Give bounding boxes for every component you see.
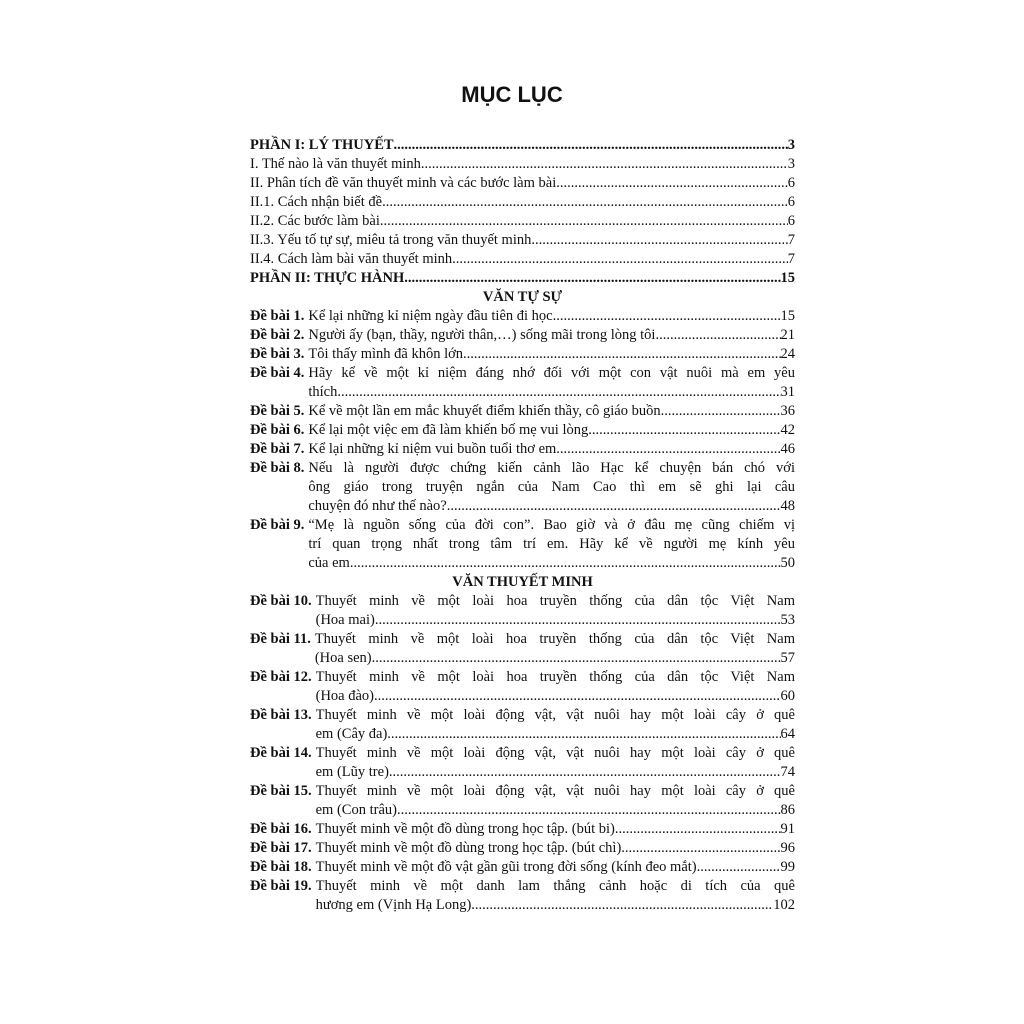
dot-leader	[447, 497, 781, 516]
dot-leader	[553, 307, 781, 326]
toc-row	[250, 174, 795, 193]
exercise-text: em (Con trâu)	[315, 802, 397, 818]
exercise-text: (Hoa mai)	[315, 612, 375, 628]
entries-tu-su	[250, 307, 795, 573]
exercise-label-text: Đề bài 13	[250, 707, 308, 723]
exercise-body	[315, 630, 795, 668]
toc-row-page: 6	[787, 194, 795, 210]
exercise-text-line: Thuyết minh về một loài động vật, vật nuôi hay một loài cây ở quê	[315, 745, 795, 761]
exercise-label: Đề bài 19.	[250, 878, 312, 894]
dot-leader	[374, 687, 780, 706]
toc-row	[250, 155, 795, 174]
exercise-page: 99	[780, 859, 795, 875]
exercise-page: 74	[780, 764, 795, 780]
exercise-label-text: Đề bài 5	[250, 403, 301, 419]
exercise-page: 96	[780, 840, 795, 856]
dot-leader	[394, 136, 788, 155]
part1-label: PHẦN I: LÝ THUYẾT	[250, 137, 394, 153]
exercise-page: 31	[780, 384, 795, 400]
dot-leader	[389, 763, 781, 782]
exercise-label: Đề bài 13.	[250, 707, 312, 723]
exercise-text: em (Lũy tre)	[315, 764, 389, 780]
exercise-last-line	[316, 820, 795, 839]
exercise-entry	[250, 858, 795, 877]
exercise-last-line	[316, 725, 795, 744]
exercise-last-line	[308, 497, 795, 516]
exercise-last-line	[308, 345, 795, 364]
exercise-page: 57	[780, 650, 795, 666]
exercise-body	[308, 345, 795, 364]
exercise-label: Đề bài 11.	[250, 631, 311, 647]
toc-row	[250, 212, 795, 231]
exercise-label-text: Đề bài 10	[250, 593, 308, 609]
exercise-text: Kể lại những kỉ niệm vui buồn tuổi thơ em	[308, 441, 557, 457]
exercise-text: Thuyết minh về một đồ vật gần gũi trong đời sống (kính đeo mắt)	[315, 859, 697, 875]
dot-leader	[588, 421, 780, 440]
part2-label: PHẦN II: THỰC HÀNH	[250, 270, 405, 286]
exercise-text-line: Thuyết minh về một loài hoa truyền thống của dân tộc Việt Nam	[315, 593, 795, 609]
part2-row	[250, 269, 795, 288]
exercise-entry	[250, 364, 795, 402]
exercise-body	[316, 820, 795, 839]
exercise-last-line	[308, 421, 795, 440]
exercise-label-text: Đề bài 6	[250, 422, 301, 438]
exercise-page: 60	[780, 688, 795, 704]
exercise-label: Đề bài 9.	[250, 517, 305, 533]
exercise-text: thích.	[308, 384, 341, 400]
dot-leader	[661, 402, 781, 421]
exercise-body	[308, 421, 795, 440]
exercise-page: 53	[780, 612, 795, 628]
exercise-last-line	[315, 649, 795, 668]
exercise-text-line: Thuyết minh về một loài hoa truyền thống của dân tộc Việt Nam	[314, 631, 795, 647]
part2-page: 15	[780, 270, 795, 286]
dot-leader	[353, 554, 780, 573]
exercise-text: Kể lại những kỉ niệm ngày đầu tiên đi học	[308, 308, 553, 324]
dot-leader	[697, 858, 781, 877]
exercise-body	[308, 440, 795, 459]
exercise-entry	[250, 744, 795, 782]
exercise-last-line	[308, 554, 795, 573]
exercise-label: Đề bài 14.	[250, 745, 312, 761]
exercise-page: 36	[780, 403, 795, 419]
exercise-text: Thuyết minh về một đồ dùng trong học tập. (bút bi)	[315, 821, 615, 837]
exercise-last-line	[316, 839, 795, 858]
exercise-label-text: Đề bài 12	[250, 669, 308, 685]
exercise-label-text: Đề bài 8	[250, 460, 301, 476]
exercise-body	[308, 402, 795, 421]
exercise-page: 64	[780, 726, 795, 742]
exercise-body	[316, 877, 795, 915]
exercise-label: Đề bài 4.	[250, 365, 305, 381]
exercise-label-text: Đề bài 17	[250, 840, 308, 856]
exercise-body	[308, 459, 795, 516]
toc-row-page: 7	[787, 232, 795, 248]
exercise-label-text: Đề bài 14	[250, 745, 308, 761]
exercise-last-line	[308, 307, 795, 326]
exercise-page: 102	[773, 897, 795, 913]
exercise-text: Tôi thấy mình đã khôn lớn	[308, 346, 464, 362]
exercise-entry	[250, 706, 795, 744]
exercise-label-text: Đề bài 4	[250, 365, 301, 381]
exercise-body	[308, 326, 795, 345]
exercise-page: 24	[780, 346, 795, 362]
exercise-entry	[250, 782, 795, 820]
toc-row-page: 6	[787, 213, 795, 229]
toc-row-page: 7	[787, 251, 795, 267]
exercise-entry	[250, 877, 795, 915]
dot-leader	[556, 440, 780, 459]
exercise-label-text: Đề bài 11	[250, 631, 308, 647]
exercise-text-line: ông giáo trong truyện ngắn của Nam Cao thì em sẽ ghi lại câu	[308, 479, 795, 495]
exercise-label: Đề bài 10.	[250, 593, 312, 609]
section-heading-thuyet-minh: VĂN THUYẾT MINH	[452, 574, 593, 590]
exercise-last-line	[308, 402, 795, 421]
exercise-entry	[250, 459, 795, 516]
toc-row-text: I. Thế nào là văn thuyết minh	[250, 156, 421, 172]
toc-row	[250, 250, 795, 269]
exercise-entry	[250, 421, 795, 440]
theory-list	[250, 155, 795, 269]
exercise-last-line	[308, 326, 795, 345]
exercise-text: hương em (Vịnh Hạ Long)	[315, 897, 472, 913]
exercise-last-line	[316, 763, 795, 782]
exercise-text: (Hoa đào)	[315, 688, 375, 704]
dot-leader	[556, 174, 788, 193]
exercise-text: của em.	[308, 555, 354, 571]
toc-row-text: II.1. Cách nhận biết đề	[250, 194, 383, 210]
exercise-label: Đề bài 16.	[250, 821, 312, 837]
dot-leader	[372, 649, 781, 668]
exercise-body	[308, 364, 795, 402]
exercise-text: Kể lại một việc em đã làm khiến bố mẹ vui lòng	[308, 422, 589, 438]
exercise-page: 21	[780, 327, 795, 343]
exercise-label-text: Đề bài 18	[250, 859, 308, 875]
dot-leader	[452, 250, 788, 269]
dot-leader	[341, 383, 781, 402]
exercise-text: (Hoa sen)	[314, 650, 372, 666]
section-heading-tu-su: VĂN TỰ SỰ	[482, 289, 563, 305]
exercise-text-line: Thuyết minh về một loài hoa truyền thống của dân tộc Việt Nam	[315, 669, 795, 685]
exercise-body	[308, 516, 795, 573]
dot-leader	[387, 725, 780, 744]
exercise-entry	[250, 820, 795, 839]
exercise-body	[316, 858, 795, 877]
exercise-text-line: Nếu là người được chứng kiến cảnh lão Hạc kể chuyện bán chó với	[308, 460, 795, 476]
exercise-body	[316, 592, 795, 630]
exercise-body	[316, 668, 795, 706]
exercise-label: Đề bài 1.	[250, 308, 305, 324]
exercise-entry	[250, 326, 795, 345]
exercise-page: 46	[780, 441, 795, 457]
toc-row-page: 6	[787, 175, 795, 191]
exercise-label: Đề bài 2.	[250, 327, 305, 343]
exercise-text: em (Cây đa)	[315, 726, 388, 742]
toc-row-text: II. Phân tích đề văn thuyết minh và các bước làm bài	[250, 175, 557, 191]
exercise-last-line	[316, 611, 795, 630]
exercise-label: Đề bài 5.	[250, 403, 305, 419]
toc-row-text: II.4. Cách làm bài văn thuyết minh	[250, 251, 453, 267]
dot-leader	[397, 801, 781, 820]
exercise-text-line: Thuyết minh về một loài động vật, vật nuôi hay một loài cây ở quê	[315, 707, 795, 723]
exercise-label: Đề bài 15.	[250, 783, 312, 799]
exercise-entry	[250, 592, 795, 630]
toc-row-text: II.2. Các bước làm bài	[250, 213, 380, 229]
exercise-label: Đề bài 7.	[250, 441, 305, 457]
part1-page: 3	[787, 137, 795, 153]
part1-row	[250, 136, 795, 155]
exercise-body	[316, 744, 795, 782]
dot-leader	[375, 611, 781, 630]
exercise-page: 86	[780, 802, 795, 818]
dot-leader	[463, 345, 780, 364]
exercise-label: Đề bài 3.	[250, 346, 305, 362]
exercise-label-text: Đề bài 2	[250, 327, 301, 343]
exercise-label-text: Đề bài 15	[250, 783, 308, 799]
exercise-entry	[250, 402, 795, 421]
exercise-label: Đề bài 12.	[250, 669, 312, 685]
exercise-text: Người ấy (bạn, thầy, người thân,…) sống mãi trong lòng tôi	[308, 327, 656, 343]
exercise-body	[316, 706, 795, 744]
exercise-label-text: Đề bài 9	[250, 517, 301, 533]
exercise-text-line: “Mẹ là nguồn sống của đời con”. Bao giờ và ở đâu mẹ cũng chiếm vị	[308, 517, 795, 533]
exercise-label: Đề bài 8.	[250, 460, 305, 476]
toc-row-page: 3	[787, 156, 795, 172]
page-title: MỤC LỤC	[461, 82, 563, 107]
dot-leader	[382, 193, 788, 212]
toc-row-text: II.3. Yếu tố tự sự, miêu tả trong văn thuyết minh	[250, 232, 532, 248]
exercise-label-text: Đề bài 1	[250, 308, 301, 324]
exercise-entry	[250, 668, 795, 706]
dot-leader	[615, 820, 781, 839]
exercise-entry	[250, 839, 795, 858]
exercise-entry	[250, 440, 795, 459]
exercise-label-text: Đề bài 3	[250, 346, 301, 362]
exercise-page: 15	[780, 308, 795, 324]
exercise-text-line: trí quan trọng nhất trong tâm trí em. Hãy kể về người mẹ kính yêu	[308, 536, 795, 552]
exercise-label-text: Đề bài 16	[250, 821, 308, 837]
exercise-last-line	[308, 383, 795, 402]
exercise-text: Thuyết minh về một đồ dùng trong học tập. (bút chì)	[315, 840, 622, 856]
dot-leader	[531, 231, 787, 250]
exercise-entry	[250, 630, 795, 668]
exercise-last-line	[316, 896, 795, 915]
exercise-text-line: Hãy kể về một kỉ niệm đáng nhớ đối với một con vật nuôi mà em yêu	[308, 365, 795, 381]
exercise-label: Đề bài 6.	[250, 422, 305, 438]
exercise-last-line	[308, 440, 795, 459]
exercise-text: Kể về một lần em mắc khuyết điểm khiến thầy, cô giáo buồn	[308, 403, 661, 419]
exercise-last-line	[316, 801, 795, 820]
exercise-entry	[250, 307, 795, 326]
exercise-body	[308, 307, 795, 326]
exercise-last-line	[316, 858, 795, 877]
dot-leader	[621, 839, 780, 858]
exercise-label-text: Đề bài 19	[250, 878, 308, 894]
exercise-label-text: Đề bài 7	[250, 441, 301, 457]
dot-leader	[471, 896, 773, 915]
exercise-text-line: Thuyết minh về một loài động vật, vật nuôi hay một loài cây ở quê	[315, 783, 795, 799]
table-of-contents	[250, 136, 795, 915]
exercise-body	[316, 782, 795, 820]
exercise-text-line: Thuyết minh về một danh lam thắng cảnh hoặc di tích của quê	[315, 878, 795, 894]
dot-leader	[404, 269, 780, 288]
exercise-last-line	[316, 687, 795, 706]
exercise-entry	[250, 345, 795, 364]
entries-thuyet-minh	[250, 592, 795, 915]
toc-row	[250, 231, 795, 250]
exercise-page: 48	[780, 498, 795, 514]
exercise-body	[316, 839, 795, 858]
exercise-text: chuyện đó như thế nào?	[308, 498, 447, 514]
toc-row	[250, 193, 795, 212]
dot-leader	[655, 326, 780, 345]
dot-leader	[380, 212, 788, 231]
exercise-page: 50	[780, 555, 795, 571]
exercise-page: 42	[780, 422, 795, 438]
exercise-label: Đề bài 18.	[250, 859, 312, 875]
exercise-page: 91	[780, 821, 795, 837]
exercise-label: Đề bài 17.	[250, 840, 312, 856]
exercise-entry	[250, 516, 795, 573]
dot-leader	[421, 155, 788, 174]
